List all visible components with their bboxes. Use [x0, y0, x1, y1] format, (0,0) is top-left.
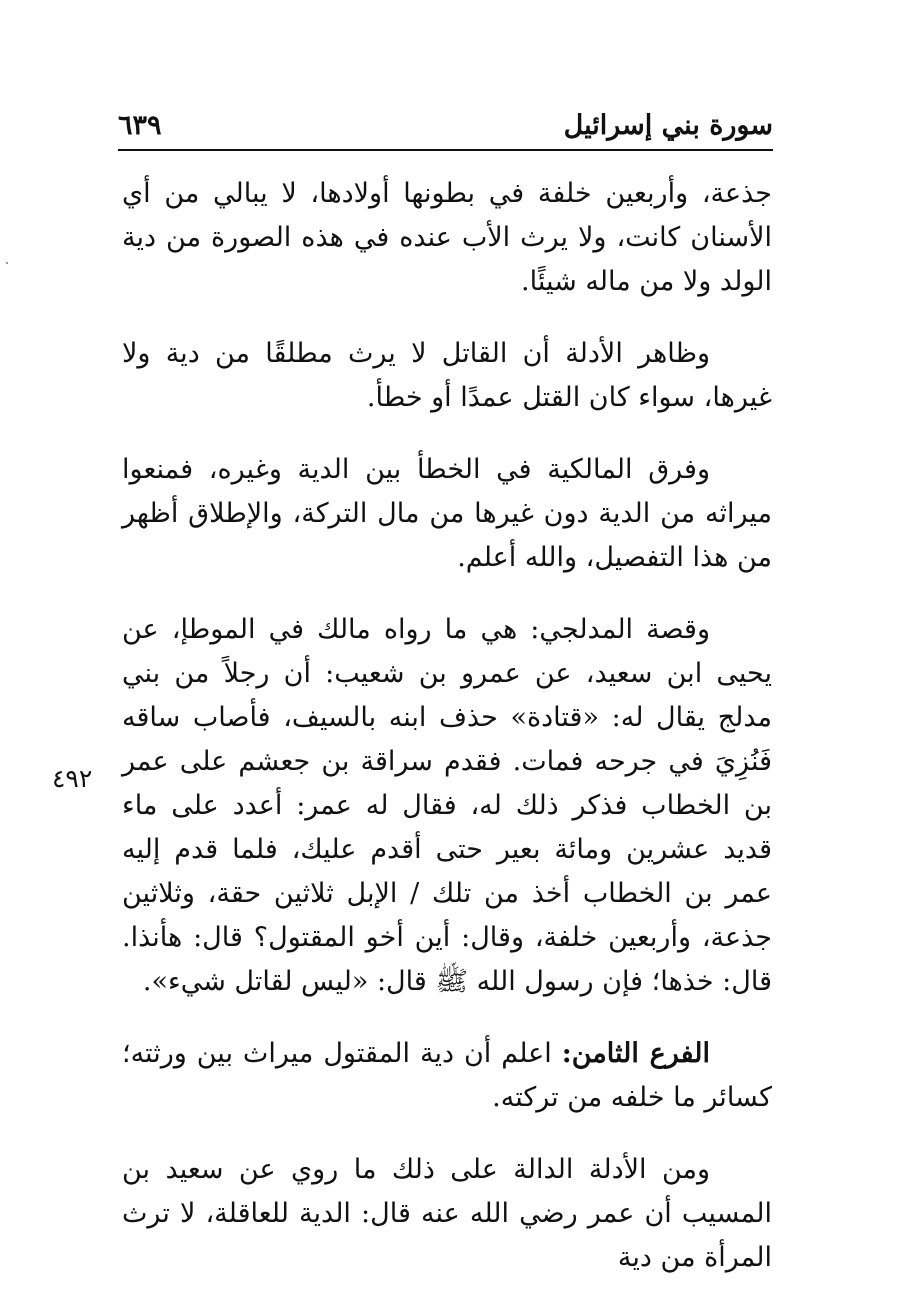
margin-page-reference: ٤٩٢ — [52, 764, 93, 793]
section-lead-in: الفرع الثامن: — [561, 1038, 710, 1069]
paragraph-mudliji-story: وقصة المدلجي: هي ما رواه مالك في الموطإ، عن يحيى ابن سعيد، عن عمرو بن شعيب: أن رجلاً من بني مدلج يقال له: «قتادة» حذف ابنه بالسيف، فأصاب ساقه فَنُزِيَ في جرحه فمات. فقدم سراقة بن جعشم على عمر بن الخطاب فذكر ذلك له، فقال له عمر: أعدد على ماء قديد عشرين ومائة بعير حتى أقدم عليك، فلما قدم إليه عمر بن الخطاب أخذ من تلك / الإبل ثلاثين حقة، وثلاثين جذعة، وأربعين خلفة، وقال: أين أخو المقتول؟ قال: هأنذا. قال: خذها؛ فإن رسول الله ﷺ قال: «ليس لقاتل شيء». — [122, 614, 772, 997]
scan-speck — [6, 262, 8, 264]
body-text — [122, 172, 772, 1308]
section-text: اعلم أن دية المقتول ميراث بين ورثته؛ كسائر ما خلفه من تركته. — [122, 1038, 772, 1113]
chapter-title: سورة بني إسرائيل — [563, 110, 773, 141]
page-number: ٦٣٩ — [118, 110, 162, 141]
paragraph-continuation: جذعة، وأربعين خلفة في بطونها أولادها، لا يبالي من أي الأسنان كانت، ولا يرث الأب عنده في هذه الصورة من دية الولد ولا من ماله شيئًا. — [122, 178, 772, 297]
running-header — [118, 110, 773, 150]
paragraph-evidence: ومن الأدلة الدالة على ذلك ما روي عن سعيد بن المسيب أن عمر رضي الله عنه قال: الدية للعاقلة، لا ترث المرأة من دية — [122, 1154, 772, 1273]
paragraph-eighth-branch — [122, 1032, 772, 1120]
paragraph-maliki-view: وفرق المالكية في الخطأ بين الدية وغيره، فمنعوا ميراثه من الدية دون غيرها من مال التركة، والإطلاق أظهر من هذا التفصيل، والله أعلم. — [122, 454, 772, 573]
paragraph-killer-inheritance: وظاهر الأدلة أن القاتل لا يرث مطلقًا من دية ولا غيرها، سواء كان القتل عمدًا أو خطأ. — [122, 338, 772, 413]
header-divider — [118, 149, 773, 151]
